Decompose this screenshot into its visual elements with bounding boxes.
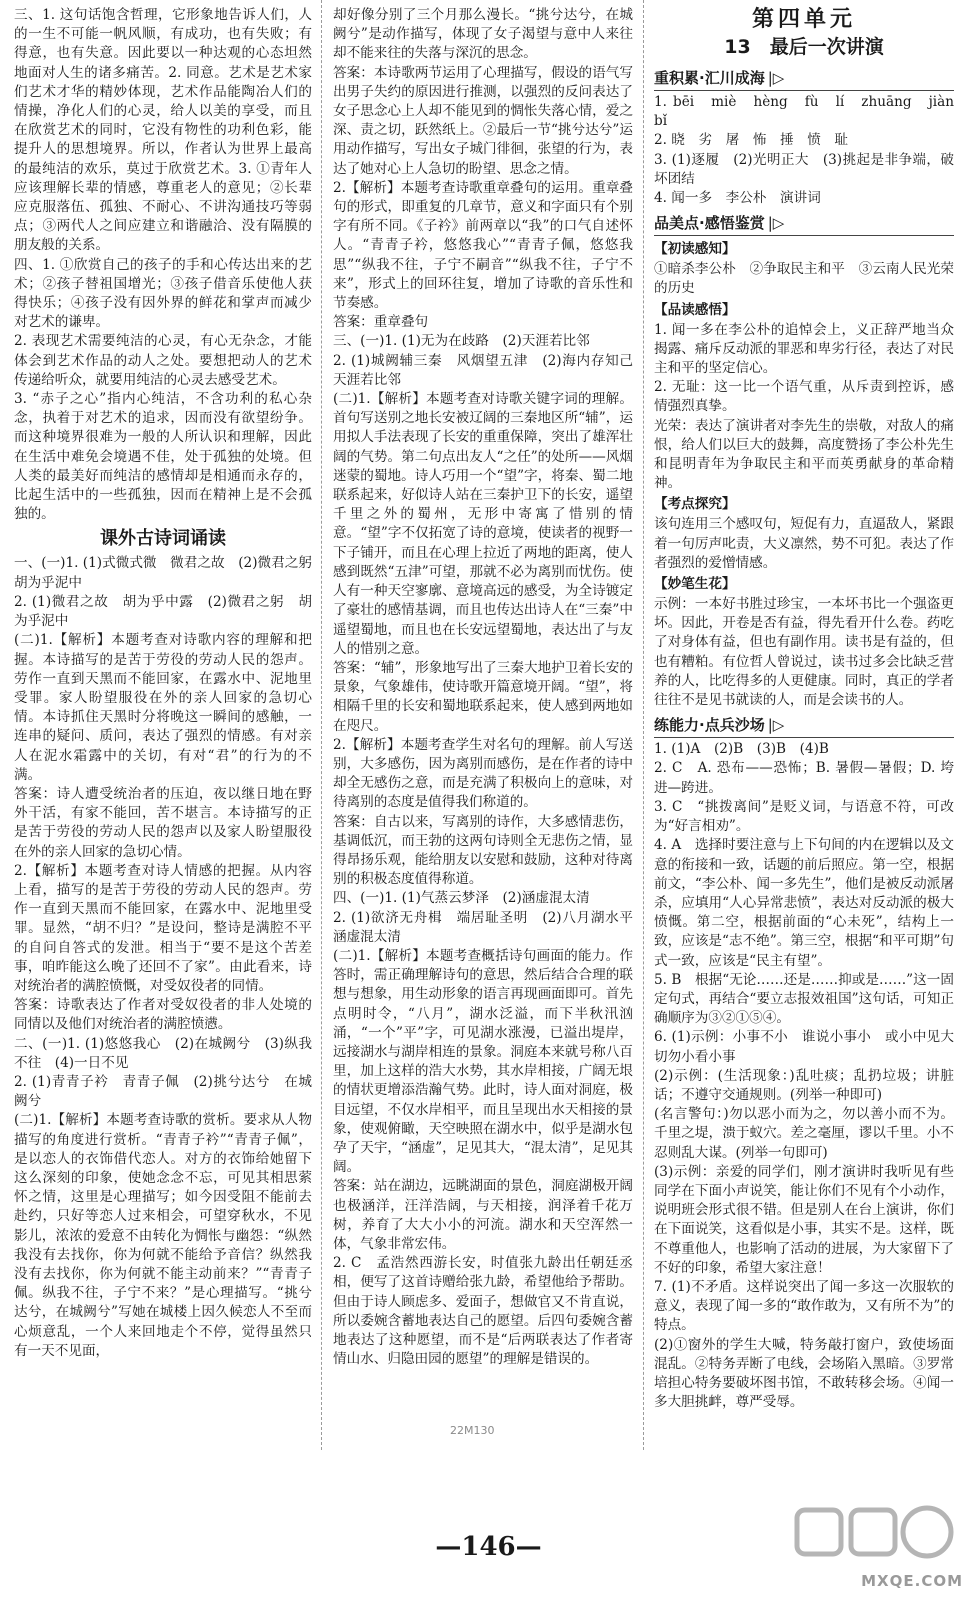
print-code: 22M130 — [450, 1424, 495, 1437]
column-divider-left — [321, 0, 322, 1450]
sub-head: 【考点探究】 — [654, 496, 736, 513]
paragraph: (名言警句：)勿以恶小而为之，勿以善小而不为。千里之堤，溃于蚁穴。差之毫厘，谬以千里。小不忍则乱大谋。(列举一句即可) — [654, 1106, 954, 1161]
paragraph: 2.【解析】本题考查诗歌重章叠句的运用。重章叠句的形式，即重复的几章节，意义和字面只有个别字有所不同。《子衿》前两章以“我”的口气自述怀人。“青青子衿，悠悠我心”“青青子佩，悠悠我思”“纵我不往，子宁不嗣音”“纵我不往，子宁不来”，形式上的回环往复，增加了诗歌的音乐性和节奏感。 — [333, 179, 633, 312]
chevron-right-icon: |▷ — [767, 716, 785, 735]
paragraph: (二)1.【解析】本题考查对诗歌关键字词的理解。首句写送别之地长安被辽阔的三秦地区所“辅”，运用拟人手法表现了长安的重重保障，突出了雄浑壮阔的气势。第二句点出友人“之任”的处所——风烟迷蒙的蜀地。诗人巧用一个“望”字，将秦、蜀二地联系起来，好似诗人站在三秦护卫下的长安，遥望千里之外的蜀州，无形中寄寓了惜别的情意。“望”字不仅拓宽了诗的意境，使读者的视野一下子铺开，而且在心理上拉近了两地的距离，使人感到既然“五津”可望，那就不必为离别而忧伤。使人有一种天空寥廓、意境高远的感受，为全诗镀定了豪壮的感情基调，而且也传达出诗人在“三秦”中遥望蜀地，而且也在长安远望蜀地，表达出了与友人的惜别之意。 — [333, 391, 633, 657]
paragraph: 6. (1)示例：小事不小 谁说小事小 或小中见大 切勿小看小事 — [654, 1029, 968, 1065]
paragraph: 却好像分别了三个月那么漫长。“挑兮达兮，在城阙兮”是动作描写，体现了女子渴望与意中人来往却不能来往的失落与深沉的思念。 — [333, 7, 633, 62]
paragraph: ①暗杀李公朴 ②争取民主和平 ③云南人民光荣的历史 — [654, 261, 954, 297]
paragraph: 1. (1)A (2)B (3)B (4)B — [654, 741, 829, 758]
paragraph: (二)1.【解析】本题考查概括诗句画面的能力。作答时，需正确理解诗句的意思，然后结合合理的联想与想象，用生动形象的语言再现画面即可。首先点明时令，“八月”，湖水泛溢，而下半秋汛汹涌，“一个”平”字，可见湖水涨漫，已溢出堤岸，远接湖水与湖岸相连的景象。洞庭本来就号称八百里，加上这样的浩大水势，其水岸相接，广阔无垠的情状更增添浩瀚气势。此时，诗人面对洞庭，极目远望，不仅水岸相平，而且呈现出水天相接的景象，使观俯瞰，天空映照在湖水中，似乎是湖水包孕了天宇，“涵虚”，足见其大，“混太清”，足见其阔。 — [333, 947, 633, 1176]
paragraph: 2.【解析】本题考查学生对名句的理解。前人写送别，大多感伤，因为离别而感伤，是在作者的诗中却全无感伤之意，而是充满了积极向上的意味，对待离别的态度是值得我们称道的。 — [333, 736, 633, 811]
paragraph: 答案：诗人遭受统治者的压迫，夜以继日地在野外干活，有家不能回，苦不堪言。本诗描写的正是苦于劳役的劳动人民的怨声以及家人盼望服役在外的亲人回家的急切心情。 — [14, 785, 312, 860]
paragraph: 光荣：表达了演讲者对李先生的崇敬，对敌人的痛恨，给人们以巨大的鼓舞，高度赞扬了李公朴先生和昆明青年为争取民主和平而英勇献身的革命精神。 — [654, 417, 954, 492]
paragraph: 示例：一本好书胜过珍宝，一本坏书比一个强盗更坏。因此，开卷是否有益，得先看开什么卷。药吃了对身体有益，但也有副作用。读书是有益的，但也有糟粕。有位哲人曾说过，读书过多会比缺乏营养的人，比吃得多的人更健康。同时，真正的学者往往不是见书就读的人，而是会读书的人。 — [654, 596, 954, 709]
paragraph: 1. 闻一多在李公朴的追悼会上，义正辞严地当众揭露、痛斥反动派的罪恶和卑劣行径，表达了对民主和平的坚定信心。 — [654, 321, 954, 377]
paragraph: 2. C 孟浩然西游长安，时值张九龄出任朝廷丞相，便写了这首诗赠给张九龄，希望他给予帮助。但由于诗人顾虑多、爱面子，想做官又不肯直说，所以委婉含蓄地表达自己的愿望。后四句委婉含蓄地表达了这种愿望，而不是“后两联表达了作者寄情山水、归隐田园的愿望”的理解是错误的。 — [333, 1255, 633, 1368]
section-title: 课外古诗词诵读 — [100, 528, 226, 550]
paragraph: (2)示例：(生活现象：)乱吐痰；乱扔垃圾；讲脏话；不遵守交通规则。(列举一种即可) — [654, 1067, 954, 1103]
column-right — [654, 6, 968, 1412]
section-head-appreciate — [654, 211, 954, 236]
paragraph: 答案：站在湖边，远眺湖面的景色，洞庭湖极开阔也极涵洋，汪洋浩阔，与天相接，润泽着千花万树，养育了大大小小的河流。湖水和天空浑然一体，气象非常宏伟。 — [333, 1178, 633, 1252]
paragraph: 2. (1)青青子衿 青青子佩 (2)挑兮达兮 在城阙兮 — [14, 1073, 312, 1110]
paragraph: 2. 晓 劣 屠 怖 捶 愤 耻 — [654, 132, 849, 149]
paragraph: 2.【解析】本题考查对诗人情感的把握。从内容上看，描写的是苦于劳役的劳动人民的怨声。劳作一直到天黑而不能回家，在露水中、泥地里受罪。显然，“胡不归？”是设问，整诗是满腔不平的自问自答式的发泄。相当于“要不是这个苦差事，咱昨能这么晚了还回不了家”。由此看来，诗对统治者的满腔愤慨，对受奴役者的同情。 — [14, 862, 312, 994]
paragraph: 5. B 根据“无论……还是……抑或是……”这一固定句式，再结合“要立志报效祖国”这句话，可知正确顺序为③②①⑤④。 — [654, 971, 954, 1027]
section-head-label: 练能力·点兵沙场 — [654, 716, 765, 735]
paragraph: (二)1.【解析】本题考查诗歌的赏析。要求从人物描写的角度进行赏析。“青青子衿”“青青子佩”，是以恋人的衣饰借代恋人。对方的衣饰给她留下这么深刻的印象，使她念念不忘，可见其相思萦怀之情，这里是心理描写；如今因受阻不能前去赴约，只好等恋人过来相会，可望穿秋水，不见影儿，浓浓的爱意不由转化为惆怅与幽怨：“纵然我没有去找你，你为何就不能给予音信？纵然我没有去找你，你为何就不能主动前来？”“青青子佩。纵我不往，子宁不来？”是心理描写。“挑兮达兮，在城阙兮”写她在城楼上因久候恋人不至而心烦意乱，一个人来回地走个不停，觉得虽然只有一天不见面， — [14, 1112, 312, 1359]
paragraph: 三、1. 这句话饱含哲理，它形象地告诉人们，人的一生不可能一帆风顺，有成功，也有失败；有得意，也有失意。因此要以一种达观的心态坦然地面对人生的诸多痛苦。2. 同意。艺术是艺术家们艺术才华的精妙体现，艺术作品能陶冶人们的情操，净化人们的心灵，给人以美的享受，而且在欣赏艺术的同时，它没有物性的功利色彩，能提升人的思想境界。所以，作者认为世界上最高的最纯洁的欢乐，莫过于欣赏艺术。3. ①青年人应该理解长辈的情感，尊重老人的意见；②长辈应克服落伍、孤独、不耐心、不讲沟通技巧等弱点；③两代人之间应建立和谐融洽、没有隔膜的朋友般的关系。 — [14, 7, 312, 254]
unit-title: 第四单元 — [751, 7, 856, 32]
paragraph: 4. 闻一多 李公朴 演讲词 — [654, 190, 821, 207]
chevron-right-icon: |▷ — [767, 214, 785, 233]
paragraph: 二、(一)1. (1)悠悠我心 (2)在城阙兮 (3)纵我不往 (4)一日不见 — [14, 1035, 312, 1071]
section-head-practice — [654, 713, 954, 738]
sub-head: 【妙笔生花】 — [654, 576, 736, 593]
paragraph: 2. (1)欲济无舟楫 端居耻圣明 (2)八月湖水平 涵虚混太清 — [333, 909, 647, 945]
paragraph: 3. “赤子之心”指内心纯洁，不含功利的私心杂念，执着于对艺术的追求，因而没有欲望纷争。而这种境界很难为一般的人所认识和理解，因此在生活中难免会境遇不佳，处于孤独的处境。但人类的最美好而纯洁的感情却是相通而永存的，比起生活中的一些孤独，因而在精神上是不会孤独的。 — [14, 391, 312, 523]
page-number: —146— — [435, 1532, 542, 1562]
paragraph: 1. bēi miè hèng fù lí zhuāng jiàn bǐ — [654, 94, 968, 130]
column-divider-right — [643, 0, 644, 1450]
paragraph: 一、(一)1. (1)式微式微 微君之故 (2)微君之躬 胡为乎泥中 — [14, 555, 326, 591]
paragraph: 2. 表现艺术需要纯洁的心灵，有心无杂念，才能体会到艺术作品的动人之处。要想把动人的艺术传递给听众，就要用纯洁的心灵去感受艺术。 — [14, 333, 312, 388]
paragraph: (二)1.【解析】本题考查对诗歌内容的理解和把握。本诗描写的是苦于劳役的劳动人民的怨声。劳作一直到天黑而不能回家，在露水中、泥地里受罪。家人盼望服役在外的亲人回家的急切心情。本诗抓住天黑时分将晚这一瞬间的感触，一连串的疑问、质问，表达了强烈的情感。有对亲人在泥水霜露中的关切，有对“君”的行为的不满。 — [14, 632, 312, 783]
section-head-label: 品美点·感悟鉴赏 — [654, 214, 765, 233]
paragraph: 四、(一)1. (1)气蒸云梦泽 (2)涵虚混太清 — [333, 890, 590, 907]
paragraph: 2. (1)城阙辅三秦 风烟望五津 (2)海内存知己 天涯若比邻 — [333, 352, 647, 388]
paragraph: 7. (1)不矛盾。这样说突出了闻一多这一次服软的意义，表现了闻一多的“敢作敢为，又有所不为”的特点。 — [654, 1278, 954, 1334]
column-middle — [333, 6, 647, 1369]
lesson-title: 13 最后一次讲演 — [724, 36, 884, 58]
section-head-label: 重积累·汇川成海 — [654, 69, 765, 87]
paragraph: 4. A 选择时要注意与上下句间的内在逻辑以及文意的衔接和一致，话题的前后照应。第一空，根据前文，“李公朴、闻一多先生”，他们是被反动派屠杀，应填用“人心异常悲愤”，表达对反动派的极大愤慨。第二空，根据前面的“心未死”，结构上一致，应该是“志不绝”。第三空，根据“和平可期”句式一致，应该是“民主有望”。 — [654, 837, 954, 969]
paragraph: 三、(一)1. (1)无为在歧路 (2)天涯若比邻 — [333, 333, 590, 350]
paragraph: 3. C “挑拨离间”是贬义词，与语意不符，可改为“好言相劝”。 — [654, 798, 954, 835]
paragraph: 答案：本诗歌两节运用了心理描写，假设的语气写出男子失约的原因进行推测，以强烈的反问表达了女子思念心上人却不能见到的惆怅失落心情，爱之深、责之切，跃然纸上。②最后一节“挑兮达兮”运用动作描写，写出女子城门徘徊，张望的行为，表达了她对心上人急切的盼望、思念之情。 — [333, 64, 633, 177]
paragraph: 3. (1)逐履 (2)光明正大 (3)挑起是非争端，破坏团结 — [654, 151, 954, 187]
paragraph: 四、1. ①欣赏自己的孩子的手和心传达出来的艺术；②孩子替祖国增光；③孩子借音乐使他人获得快乐；④孩子没有因外界的鲜花和掌声而减少对艺术的谦卑。 — [14, 256, 312, 331]
paragraph: 答案：重章叠句 — [333, 314, 429, 331]
sub-head: 【品读感悟】 — [654, 301, 736, 318]
sub-head: 【初读感知】 — [654, 241, 736, 258]
paragraph: 2. 无耻：这一比一个语气重，从斥责到控诉，感情强烈真挚。 — [654, 379, 954, 415]
paragraph: 2. (1)微君之故 胡为乎中露 (2)微君之躬 胡为乎泥中 — [14, 593, 312, 630]
paragraph: 答案：诗歌表达了作者对受奴役者的非人处境的同情以及他们对统治者的满腔愤懑。 — [14, 997, 312, 1033]
watermark-text: MXQE.COM — [861, 1572, 963, 1590]
paragraph: (2)①窗外的学生大喊，特务敲打窗户，致使场面混乱。②特务弄断了电线，会场陷入黑暗。③罗常培担心特务要破坏图书馆，不敢转移会场。④闻一多大胆挑衅，尊严受辱。 — [654, 1336, 954, 1411]
paragraph: 该句连用三个感叹句，短促有力，直逼敌人，紧跟着一句厉声叱责，大义凛然，势不可犯。表达了作者强烈的爱憎情感。 — [654, 516, 954, 571]
section-head-accumulate — [654, 66, 954, 91]
paragraph: (3)示例：亲爱的同学们，刚才演讲时我听见有些同学在下面小声说笑，能让你们不见有个小动作，说明班会形式很不错。但是别人在台上演讲，你们在下面说笑，这看似是小事，其实不是。这样，既不尊重他人，也影响了活动的进展，为大家留下了不好的印象，希望大家注意！ — [654, 1163, 954, 1276]
chevron-right-icon: |▷ — [767, 69, 785, 87]
column-left — [14, 6, 326, 1361]
paragraph: 答案：自古以来，写离别的诗作，大多感情悲伤，基调低沉，而王勃的这两句诗则全无悲伤之情，显得昂扬乐观，能给朋友以安慰和鼓励，这种对待离别的积极态度值得称道。 — [333, 813, 633, 888]
paragraph: 答案：“辅”，形象地写出了三秦大地护卫着长安的景象，气象雄伟，使诗歌开篇意境开阔。“望”，将相隔千里的长安和蜀地联系起来，使人感到两地如在咫尺。 — [333, 659, 633, 734]
paragraph: 2. C A. 恐布——恐怖；B. 暑假—暑假；D. 垮进—跨进。 — [654, 760, 954, 796]
